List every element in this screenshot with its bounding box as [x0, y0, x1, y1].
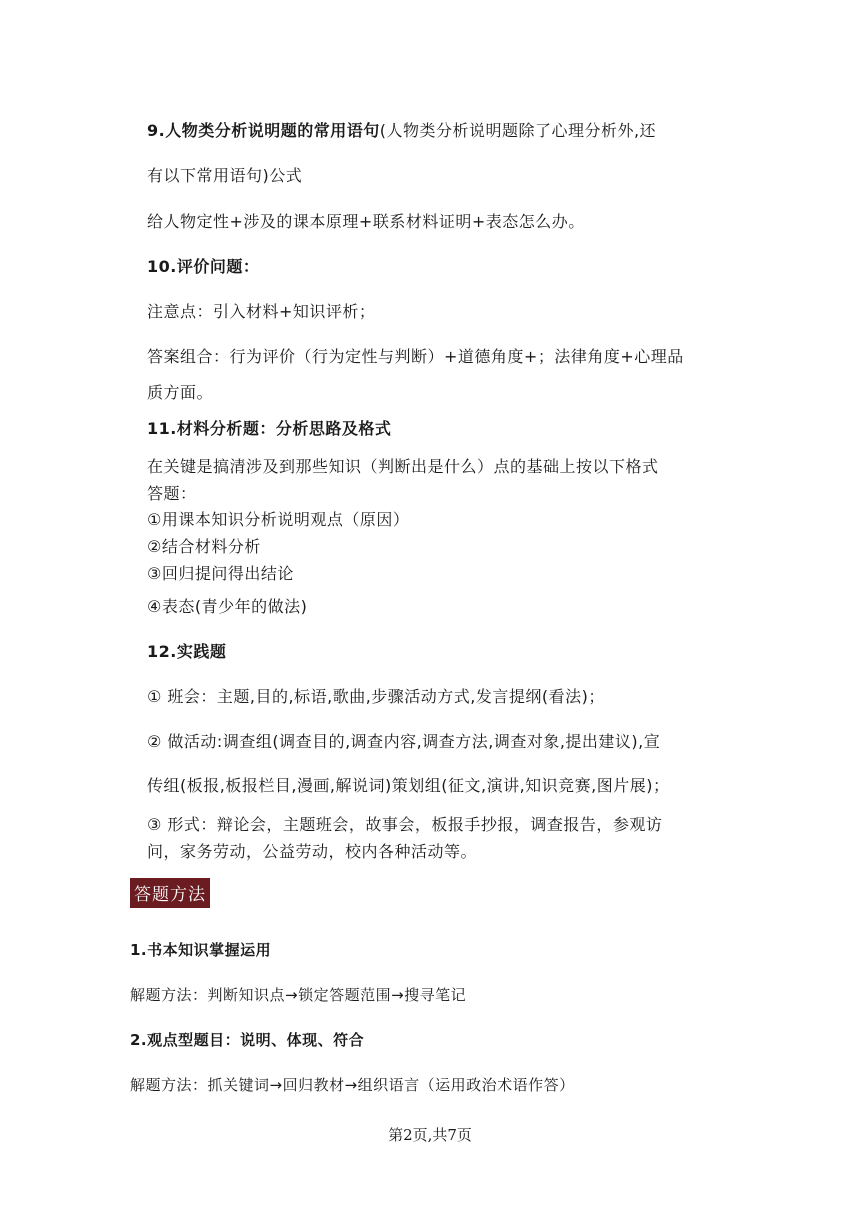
q12-item1: ① 班会：主题,目的,标语,歌曲,步骤活动方式,发言提纲(看法)；	[147, 687, 605, 706]
q9-heading-bold: 9.人物类分析说明题的常用语句	[147, 121, 380, 140]
method2-heading: 2.观点型题目：说明、体现、符合	[130, 1031, 365, 1049]
q12-item3-line2: 问，家务劳动，公益劳动，校内各种活动等。	[147, 842, 478, 861]
q11-intro-line2: 答题：	[147, 484, 197, 503]
q10-answer-line1: 答案组合：行为评价（行为定性与判断）+道德角度+；法律角度+心理品	[147, 347, 684, 366]
q11-step: ①用课本知识分析说明观点（原因）	[147, 510, 410, 529]
q9-heading	[147, 118, 656, 141]
q11-step: ②结合材料分析	[147, 537, 261, 556]
q12-heading: 12.实践题	[147, 642, 227, 661]
q11-step: ③回归提问得出结论	[147, 564, 294, 583]
q11-step: ④表态(青少年的做法)	[147, 597, 308, 616]
q11-intro-line1: 在关键是搞清涉及到那些知识（判断出是什么）点的基础上按以下格式	[147, 457, 659, 476]
q12-item3-line1: ③ 形式：辩论会，主题班会，故事会，板报手抄报，调查报告，参观访	[147, 815, 663, 834]
q11-heading: 11.材料分析题：分析思路及格式	[147, 419, 392, 438]
q9-heading-rest: (人物类分析说明题除了心理分析外,还	[379, 121, 657, 140]
method1-heading: 1.书本知识掌握运用	[130, 941, 272, 959]
q12-item2-line2: 传组(板报,板报栏目,漫画,解说词)策划组(征文,演讲,知识竞赛,图片展)；	[147, 776, 670, 795]
section-tag-answer-methods: 答题方法	[130, 878, 210, 908]
q10-note: 注意点：引入材料+知识评析；	[147, 302, 376, 321]
q9-line2: 有以下常用语句)公式	[147, 166, 303, 185]
q12-item2-line1: ② 做活动:调查组(调查目的,调查内容,调查方法,调查对象,提出建议),宣	[147, 732, 661, 751]
q10-heading: 10.评价问题：	[147, 257, 260, 276]
method1-text: 解题方法：判断知识点→锁定答题范围→搜寻笔记	[130, 986, 467, 1004]
page-number: 第2页,共7页	[388, 1126, 472, 1144]
q9-formula: 给人物定性+涉及的课本原理+联系材料证明+表态怎么办。	[147, 212, 585, 231]
method2-text: 解题方法：抓关键词→回归教材→组织语言（运用政治术语作答）	[130, 1076, 575, 1094]
q10-answer-line2: 质方面。	[147, 383, 214, 402]
